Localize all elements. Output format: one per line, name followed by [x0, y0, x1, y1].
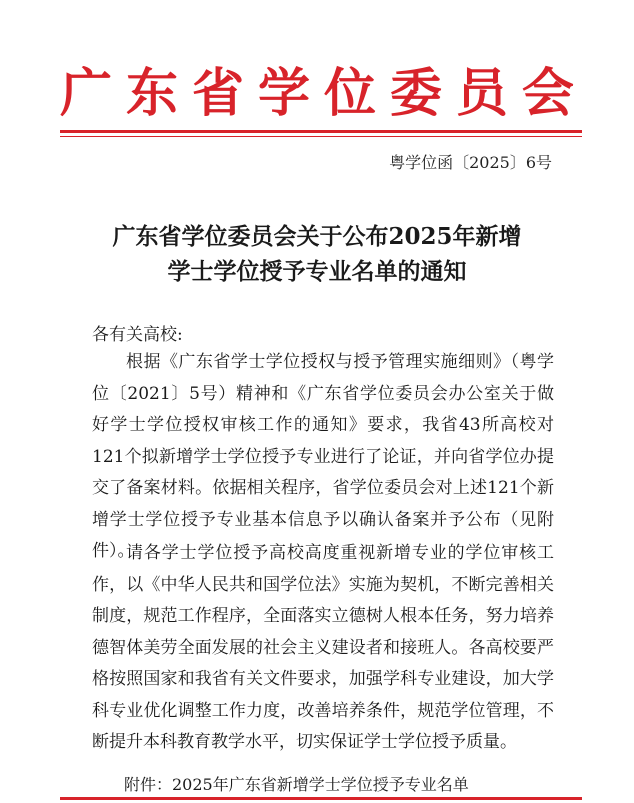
letterhead-char: 广	[60, 63, 113, 124]
letterhead-divider-thick	[60, 130, 582, 133]
document-title-line-2: 学士学位授予专业名单的通知	[167, 258, 467, 285]
letterhead-char: 省	[191, 63, 244, 124]
letterhead-char: 学	[257, 63, 310, 124]
letterhead-char: 员	[455, 63, 508, 124]
letterhead-char: 位	[323, 63, 376, 124]
letterhead-divider-thin	[60, 136, 582, 137]
document-title-line-1: 广东省学位委员会关于公布2025年新增	[112, 223, 522, 250]
footer-divider	[60, 797, 582, 800]
document-number: 粤学位函〔2025〕6号	[389, 153, 552, 172]
salutation: 各有关高校:	[92, 325, 183, 345]
body-paragraph-2: 请各学士学位授予高校高度重视新增专业的学位审核工作，以《中华人民共和国学位法》实施为契机，不断完善相关制度，规范工作程序，全面落实立德树人根本任务，努力培养德智体美劳全面发展的社会主义建设者和接班人。各高校要严格按照国家和我省有关文件要求，加强学科专业建设，加大学科专业优化调整工作力度，改善培养条件，规范学位管理，不断提升本科教育教学水平，切实保证学士学位授予质量。	[92, 543, 554, 752]
letterhead-char: 会	[521, 63, 574, 124]
letterhead-char: 东	[125, 63, 178, 124]
agency-letterhead	[60, 62, 574, 126]
attachment-line: 附件：2025年广东省新增学士学位授予专业名单	[124, 775, 469, 794]
body-paragraph-1: 根据《广东省学士学位授权与授予管理实施细则》（粤学位〔2021〕5号）精神和《广东省学位委员会办公室关于做好学士学位授权审核工作的通知》要求，我省43所高校对121个拟新增学士学位授予专业进行了论证，并向省学位办提交了备案材料。依据相关程序，省学位委员会对上述121个新增学士学位授予专业基本信息予以确认备案并予公布（见附件）。	[92, 352, 554, 561]
letterhead-char: 委	[389, 63, 442, 124]
